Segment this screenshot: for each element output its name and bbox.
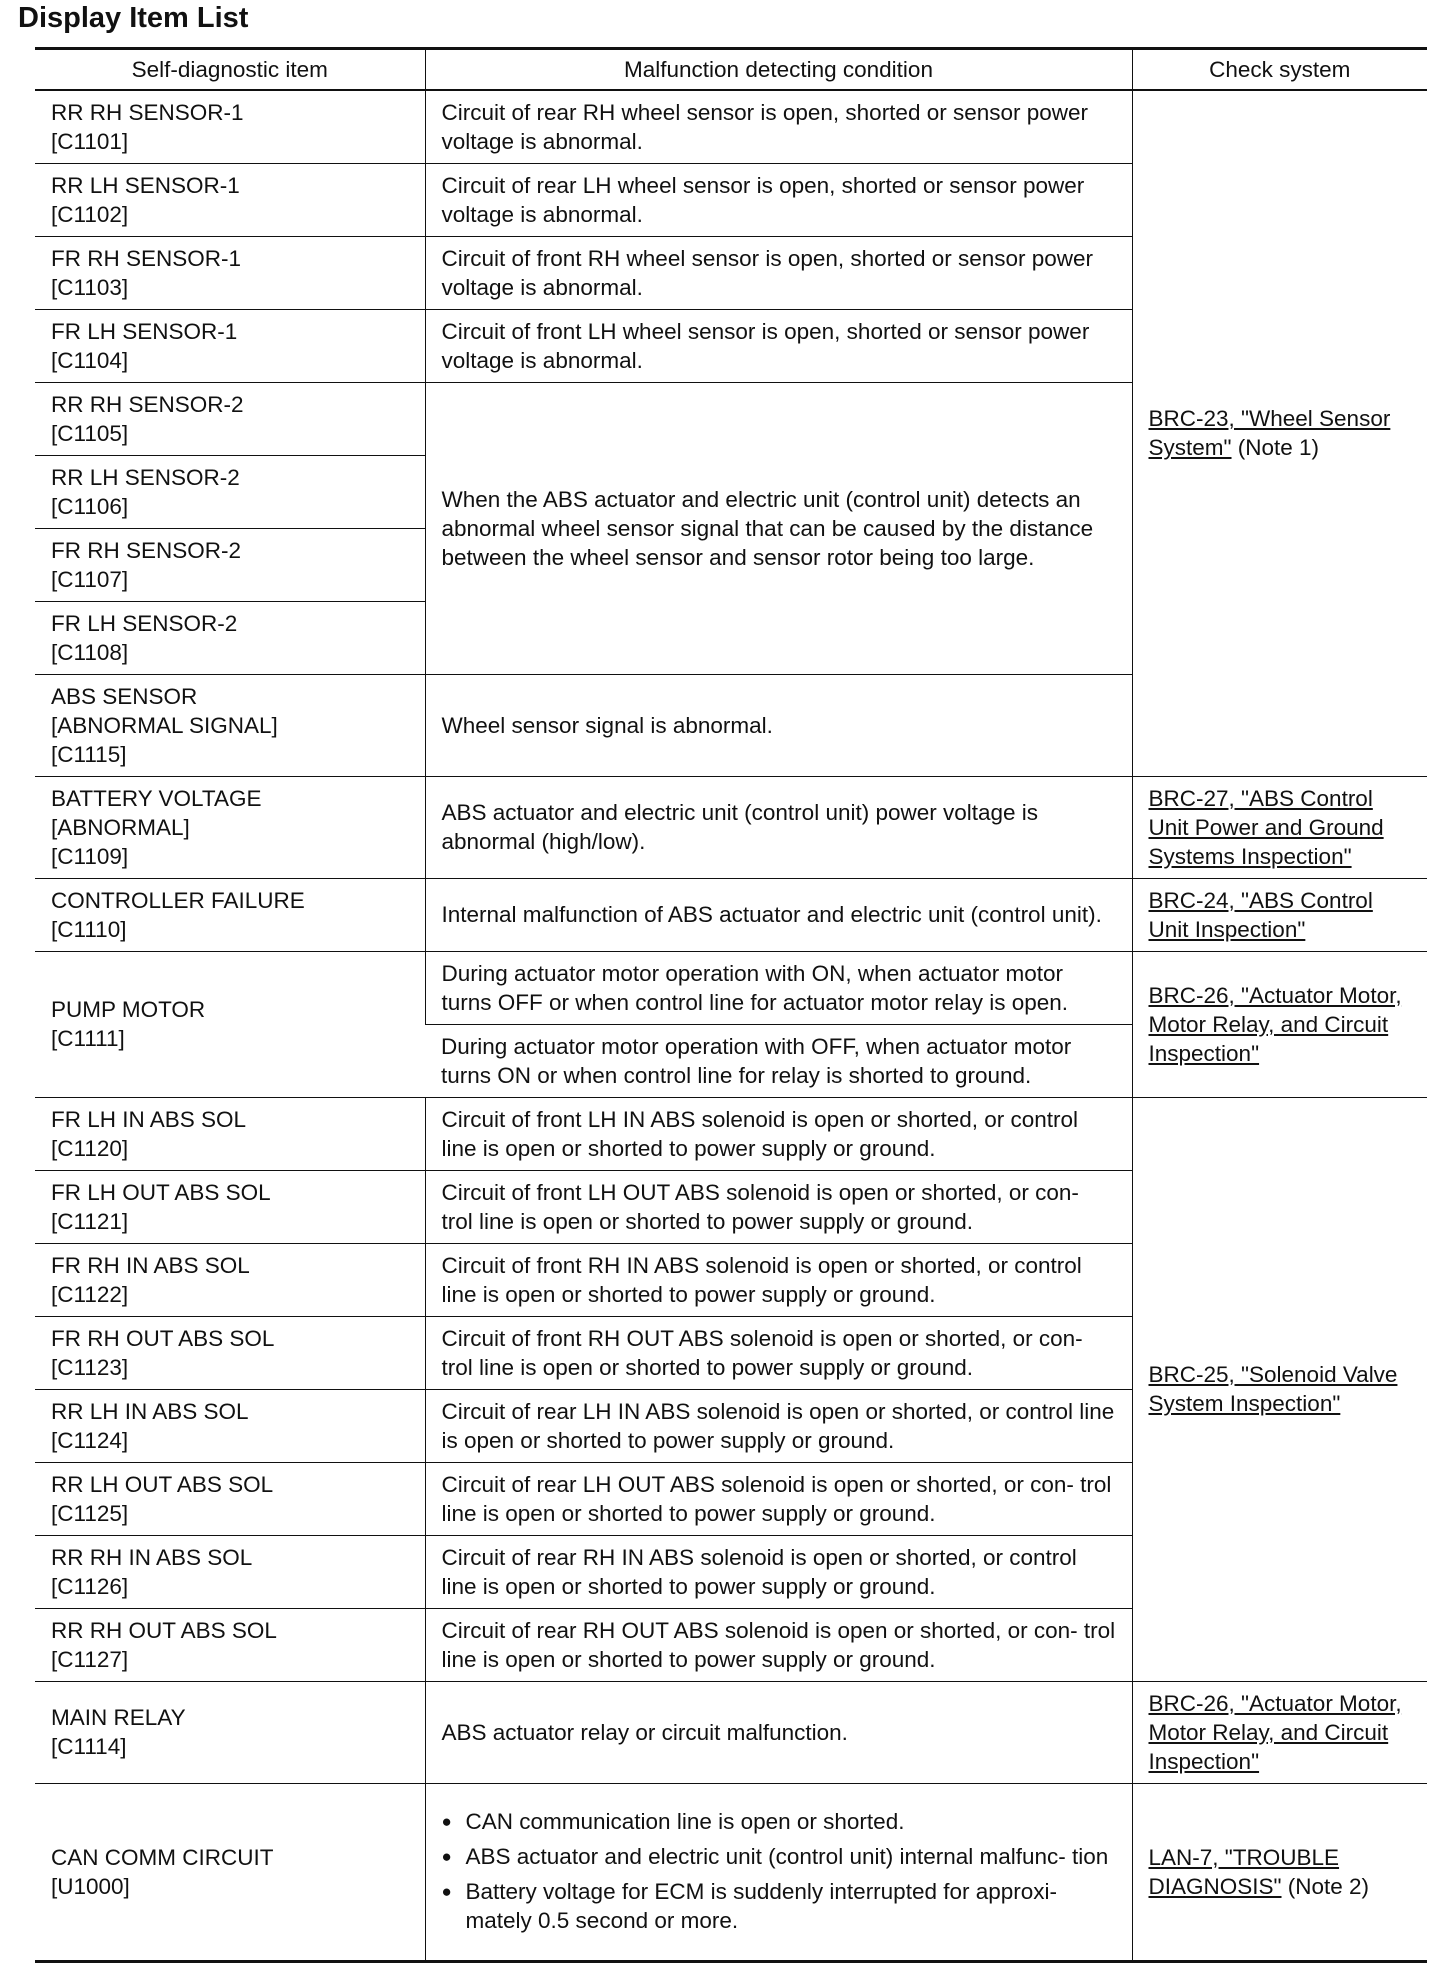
item-cell [35, 309, 425, 382]
item-name: RR LH SENSOR-1 [51, 172, 240, 198]
check-cell-solenoid [1132, 1097, 1427, 1681]
link-abs-power-ground[interactable]: BRC-27, "ABS Control Unit Power and Ground Systems Inspection" [1148, 785, 1384, 869]
display-item-table [35, 47, 1427, 1963]
condition-cell: During actuator motor operation with OFF, when actuator motor turns ON or when control line for relay is shorted to ground. [425, 1024, 1132, 1097]
item-code: [U1000] [51, 1873, 130, 1899]
item-name: ABS SENSOR [51, 683, 198, 709]
item-cell [35, 90, 425, 163]
table-row [35, 1783, 1427, 1961]
item-code: [C1108] [51, 639, 129, 665]
item-cell [35, 1097, 425, 1170]
link-solenoid-valve[interactable]: BRC-25, "Solenoid Valve System Inspection" [1148, 1362, 1398, 1416]
item-code: [C1105] [51, 420, 129, 446]
condition-cell: Wheel sensor signal is abnormal. [425, 674, 1132, 776]
condition-cell: Circuit of front LH IN ABS solenoid is open or shorted, or control line is open or shorted to power supply or ground. [425, 1097, 1132, 1170]
item-name: FR LH IN ABS SOL [51, 1106, 247, 1132]
item-code: [C1122] [51, 1281, 129, 1307]
item-cell [35, 1243, 425, 1316]
item-cell [35, 1608, 425, 1681]
condition-cell [425, 1783, 1132, 1961]
item-cell [35, 1316, 425, 1389]
item-cell [35, 601, 425, 674]
check-cell-main-relay [1132, 1681, 1427, 1783]
item-cell [35, 776, 425, 878]
link-main-relay[interactable]: BRC-26, "Actuator Motor, Motor Relay, and Circuit Inspection" [1148, 1690, 1402, 1774]
item-cell [35, 163, 425, 236]
item-cell [35, 878, 425, 951]
list-item: ● CAN communication line is open or shorted. [442, 1807, 1116, 1836]
item-code: [C1126] [51, 1573, 129, 1599]
list-item: ● Battery voltage for ECM is suddenly interrupted for approxi- mately 0.5 second or more. [442, 1877, 1116, 1935]
condition-cell: Circuit of rear RH OUT ABS solenoid is open or shorted, or con- trol line is open or shorted to power supply or ground. [425, 1608, 1132, 1681]
list-item: ● ABS actuator and electric unit (control unit) internal malfunc- tion [442, 1842, 1116, 1871]
item-name: FR LH OUT ABS SOL [51, 1179, 271, 1205]
item-name: FR LH SENSOR-2 [51, 610, 238, 636]
item-code: [C1114] [51, 1734, 127, 1759]
note-label: (Note 1) [1231, 435, 1320, 461]
item-sub: [ABNORMAL] [51, 814, 190, 840]
item-code: [C1125] [51, 1500, 129, 1526]
item-cell [35, 455, 425, 528]
item-name: RR RH SENSOR-2 [51, 391, 244, 417]
item-code: [C1123] [51, 1354, 129, 1380]
condition-cell: During actuator motor operation with ON, when actuator motor turns OFF or when control line for actuator motor relay is open. [425, 951, 1132, 1024]
item-code: [C1121] [51, 1208, 129, 1234]
item-name: CONTROLLER FAILURE [51, 887, 305, 913]
page-title: Display Item List [18, 2, 249, 34]
item-name: RR LH SENSOR-2 [51, 464, 240, 490]
item-code: [C1120] [51, 1135, 129, 1161]
item-name: BATTERY VOLTAGE [51, 785, 262, 811]
item-name: RR RH IN ABS SOL [51, 1544, 253, 1570]
condition-cell: Circuit of front RH IN ABS solenoid is open or shorted, or control line is open or shorted to power supply or ground. [425, 1243, 1132, 1316]
item-name: RR RH SENSOR-1 [51, 99, 244, 125]
check-cell-wheel-sensor [1132, 90, 1427, 776]
condition-cell: Circuit of front LH wheel sensor is open, shorted or sensor power voltage is abnormal. [425, 309, 1132, 382]
table-row [35, 1681, 1427, 1783]
link-wheel-sensor-system[interactable]: BRC-23, "Wheel Sensor System" [1148, 406, 1391, 461]
item-cell [35, 236, 425, 309]
condition-cell: ABS actuator relay or circuit malfunction. [425, 1681, 1132, 1783]
item-cell [35, 951, 425, 1097]
item-cell [35, 1783, 425, 1961]
table-row [35, 1097, 1427, 1170]
header-check-system: Check system [1132, 49, 1427, 91]
header-malfunction-condition: Malfunction detecting condition [425, 49, 1132, 91]
check-cell-abs-control [1132, 878, 1427, 951]
item-name: RR LH OUT ABS SOL [51, 1471, 274, 1497]
link-abs-control-unit[interactable]: BRC-24, "ABS Control Unit Inspection" [1148, 887, 1373, 942]
item-code: [C1104] [51, 347, 129, 373]
table-row [35, 878, 1427, 951]
check-cell-actuator-motor [1132, 951, 1427, 1097]
condition-cell: ABS actuator and electric unit (control unit) power voltage is abnormal (high/low). [425, 776, 1132, 878]
item-cell [35, 1170, 425, 1243]
item-name: FR LH SENSOR-1 [51, 318, 238, 344]
item-name: FR RH OUT ABS SOL [51, 1325, 275, 1351]
item-code: [C1124] [51, 1427, 129, 1453]
header-self-diagnostic-item: Self-diagnostic item [35, 49, 425, 91]
item-name: FR RH SENSOR-1 [51, 245, 242, 271]
condition-cell: Circuit of front LH OUT ABS solenoid is open or shorted, or con- trol line is open or shorted to power supply or ground. [425, 1170, 1132, 1243]
item-name: FR RH IN ABS SOL [51, 1252, 250, 1278]
condition-cell: Circuit of rear LH OUT ABS solenoid is open or shorted, or con- trol line is open or shorted to power supply or ground. [425, 1462, 1132, 1535]
item-code: [C1111] [51, 1026, 125, 1051]
condition-cell: When the ABS actuator and electric unit (control unit) detects an abnormal wheel sensor signal that can be caused by the distance between the wheel sensor and sensor rotor being too large. [425, 382, 1132, 674]
item-cell [35, 1389, 425, 1462]
item-code: [C1107] [51, 566, 129, 592]
item-code: [C1115] [51, 741, 127, 767]
item-sub: [ABNORMAL SIGNAL] [51, 712, 278, 738]
item-cell [35, 1462, 425, 1535]
check-cell-can [1132, 1783, 1427, 1961]
item-cell [35, 382, 425, 455]
item-name: MAIN RELAY [51, 1705, 186, 1730]
table-header-row [35, 49, 1427, 91]
item-cell [35, 1681, 425, 1783]
condition-cell: Circuit of rear RH wheel sensor is open, shorted or sensor power voltage is abnormal. [425, 90, 1132, 163]
item-name: RR RH OUT ABS SOL [51, 1617, 277, 1643]
condition-cell: Circuit of rear LH IN ABS solenoid is open or shorted, or control line is open or shorted to power supply or ground. [425, 1389, 1132, 1462]
item-cell [35, 528, 425, 601]
item-cell [35, 674, 425, 776]
table-row [35, 776, 1427, 878]
condition-cell: Circuit of rear RH IN ABS solenoid is open or shorted, or control line is open or shorted to power supply or ground. [425, 1535, 1132, 1608]
condition-cell: Circuit of front RH wheel sensor is open, shorted or sensor power voltage is abnormal. [425, 236, 1132, 309]
item-code: [C1103] [51, 274, 129, 300]
item-code: [C1110] [51, 916, 127, 942]
item-code: [C1127] [51, 1646, 129, 1672]
table-row [35, 90, 1427, 163]
condition-cell: Circuit of rear LH wheel sensor is open, shorted or sensor power voltage is abnormal. [425, 163, 1132, 236]
item-name: FR RH SENSOR-2 [51, 537, 242, 563]
condition-cell: Internal malfunction of ABS actuator and electric unit (control unit). [425, 878, 1132, 951]
link-actuator-motor[interactable]: BRC-26, "Actuator Motor, Motor Relay, and Circuit Inspection" [1148, 982, 1402, 1066]
item-cell [35, 1535, 425, 1608]
link-trouble-diagnosis[interactable]: LAN-7, "TROUBLE DIAGNOSIS" [1148, 1844, 1340, 1899]
condition-cell: Circuit of front RH OUT ABS solenoid is open or shorted, or con- trol line is open or shorted to power supply or ground. [425, 1316, 1132, 1389]
item-code: [C1102] [51, 201, 129, 227]
item-name: CAN COMM CIRCUIT [51, 1844, 274, 1870]
note-label: (Note 2) [1281, 1873, 1370, 1899]
item-code: [C1109] [51, 843, 129, 869]
item-name: RR LH IN ABS SOL [51, 1398, 249, 1424]
check-cell-abs-power [1132, 776, 1427, 878]
table-row [35, 951, 1427, 1024]
item-name: PUMP MOTOR [51, 997, 206, 1022]
item-code: [C1106] [51, 493, 129, 519]
bullet-list [442, 1807, 1116, 1935]
item-code: [C1101] [51, 128, 129, 154]
